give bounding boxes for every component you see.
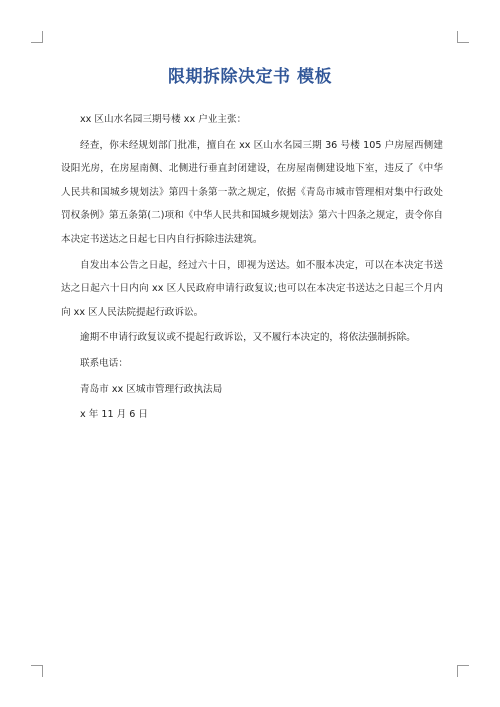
crop-mark-top-left (31, 31, 43, 43)
date: x 年 11 月 6 日 (80, 409, 149, 421)
crop-mark-bottom-left (31, 665, 43, 677)
crop-mark-top-right (457, 31, 469, 43)
contact-line: 联系电话： (80, 357, 128, 369)
paragraph-findings: 经查，你未经规划部门批准，擅自在 xx 区山水名园三期 36 号楼 105 户房屋西侧建设阳光房，在房屋南侧、北侧进行垂直封闭建设，在房屋南侧建设地下室，违反了《中华人民共和国城乡规划法》第四十条第一款之规定，依据《青岛市城市管理相对集中行政处罚权条例》第五条第(二)项和《中华人民共和国城乡规划法》第六十四条之规定，责令你自本决定书送达之日起七日内自行拆除违法建筑。 (61, 139, 443, 245)
salutation: xx 区山水名园三期号楼 xx 户业主张： (80, 114, 247, 125)
document-body (61, 108, 443, 429)
issuer: 青岛市 xx 区城市管理行政执法局 (80, 383, 223, 395)
paragraph-enforcement: 逾期不申请行政复议或不提起行政诉讼，又不履行本决定的，将依法强制拆除。 (80, 332, 416, 344)
crop-mark-bottom-right (457, 665, 469, 677)
document-title: 限期拆除决定书 模板 (168, 67, 332, 87)
paragraph-appeal: 自发出本公告之日起，经过六十日，即视为送达。如不服本决定，可以在本决定书送达之日起六十日内向 xx 区人民政府申请行政复议;也可以在本决定书送达之日起三个月内向 xx 区人民法院提起行政诉讼。 (61, 259, 443, 318)
